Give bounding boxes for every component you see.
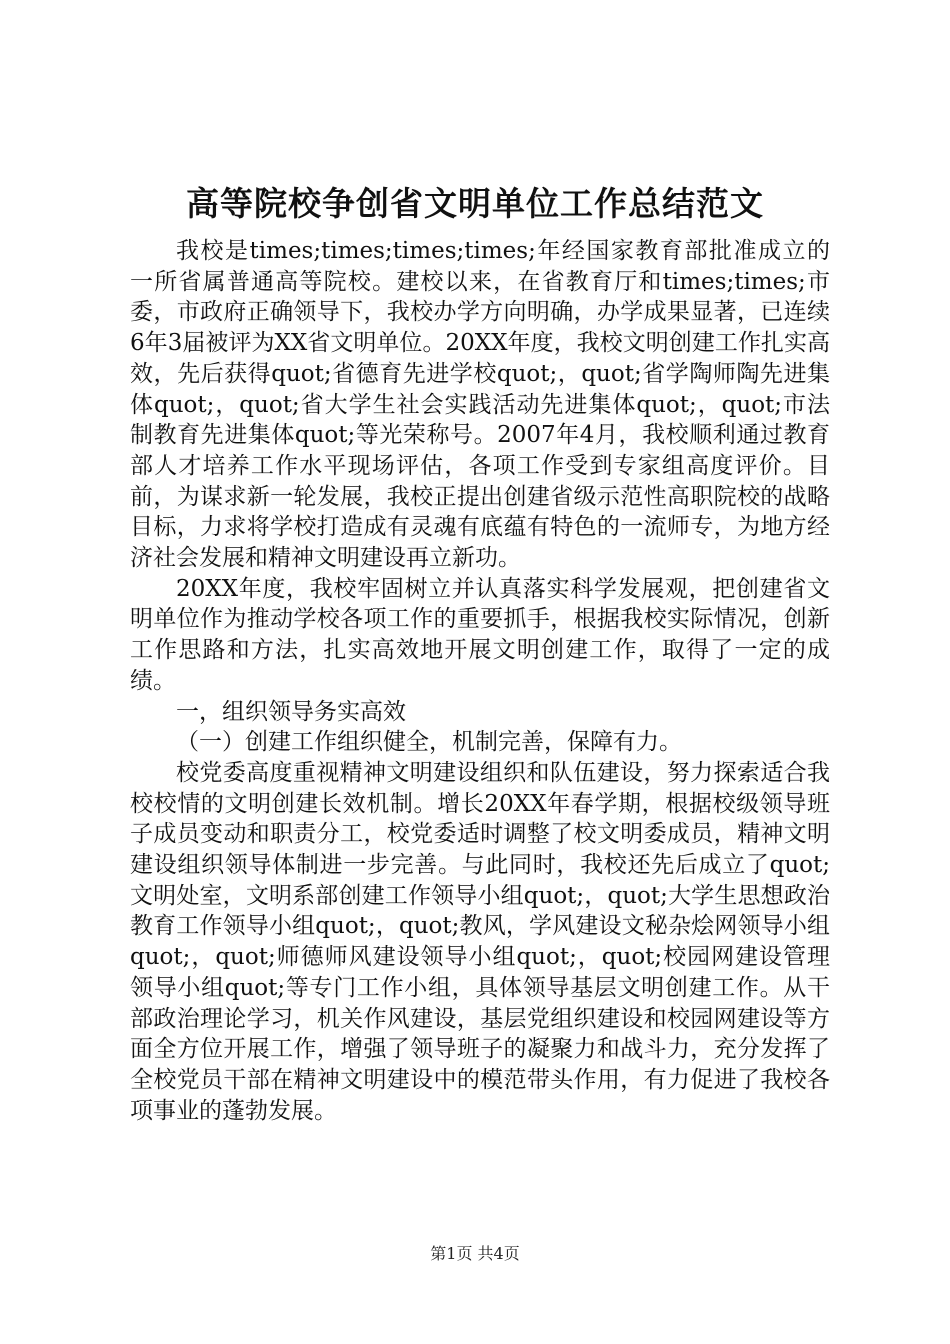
section-heading: 一，组织领导务实高效 — [176, 698, 406, 725]
page-number: 第1页 共4页 — [430, 1244, 520, 1263]
paragraph-annual-summary: 20XX年度，我校牢固树立并认真落实科学发展观，把创建省文明单位作为推动学校各项工作的重要抓手，根据我校实际情况，创新工作思路和方法，扎实高效地开展文明创建工作，取得了一定的成绩。 — [130, 575, 830, 694]
paragraph-intro: 我校是times;times;times;times;年经国家教育部批准成立的一所省属普通高等院校。建校以来，在省教育厅和times;times;市委，市政府正确领导下，我校办学方向明确，办学成果显著，已连续6年3届被评为XX省文明单位。20XX年度，我校文明创建工作扎实高效，先后获得quot;省德育先进学校quot;，quot;省学陶师陶先进集体quot;，quot;省大学生社会实践活动先进集体quot;，quot;市法制教育先进集体quot;等光荣称号。2007年4月，我校顺利通过教育部人才培养工作水平现场评估，各项工作受到专家组高度评价。目前，为谋求新一轮发展，我校正提出创建省级示范性高职院校的战略目标，力求将学校打造成有灵魂有底蕴有特色的一流师专，为地方经济社会发展和精神文明建设再立新功。 — [130, 238, 830, 572]
document-body — [130, 236, 830, 1126]
document-title: 高等院校争创省文明单位工作总结范文 — [186, 184, 764, 223]
paragraph-organization: 校党委高度重视精神文明建设组织和队伍建设，努力探索适合我校校情的文明创建长效机制。增长20XX年春学期，根据校级领导班子成员变动和职责分工，校党委适时调整了校文明委成员，精神文明建设组织领导体制进一步完善。与此同时，我校还先后成立了quot;文明处室，文明系部创建工作领导小组quot;，quot;大学生思想政治教育工作领导小组quot;，quot;教风，学风建设文秘杂烩网领导小组quot;，quot;师德师风建设领导小组quot;，quot;校园网建设管理领导小组quot;等专门工作小组，具体领导基层文明创建工作。从干部政治理论学习，机关作风建设，基层党组织建设和校园网建设等方面全方位开展工作，增强了领导班子的凝聚力和战斗力，充分发挥了全校党员干部在精神文明建设中的模范带头作用，有力促进了我校各项事业的蓬勃发展。 — [130, 759, 830, 1124]
subsection-heading: （一）创建工作组织健全，机制完善，保障有力。 — [176, 729, 682, 756]
